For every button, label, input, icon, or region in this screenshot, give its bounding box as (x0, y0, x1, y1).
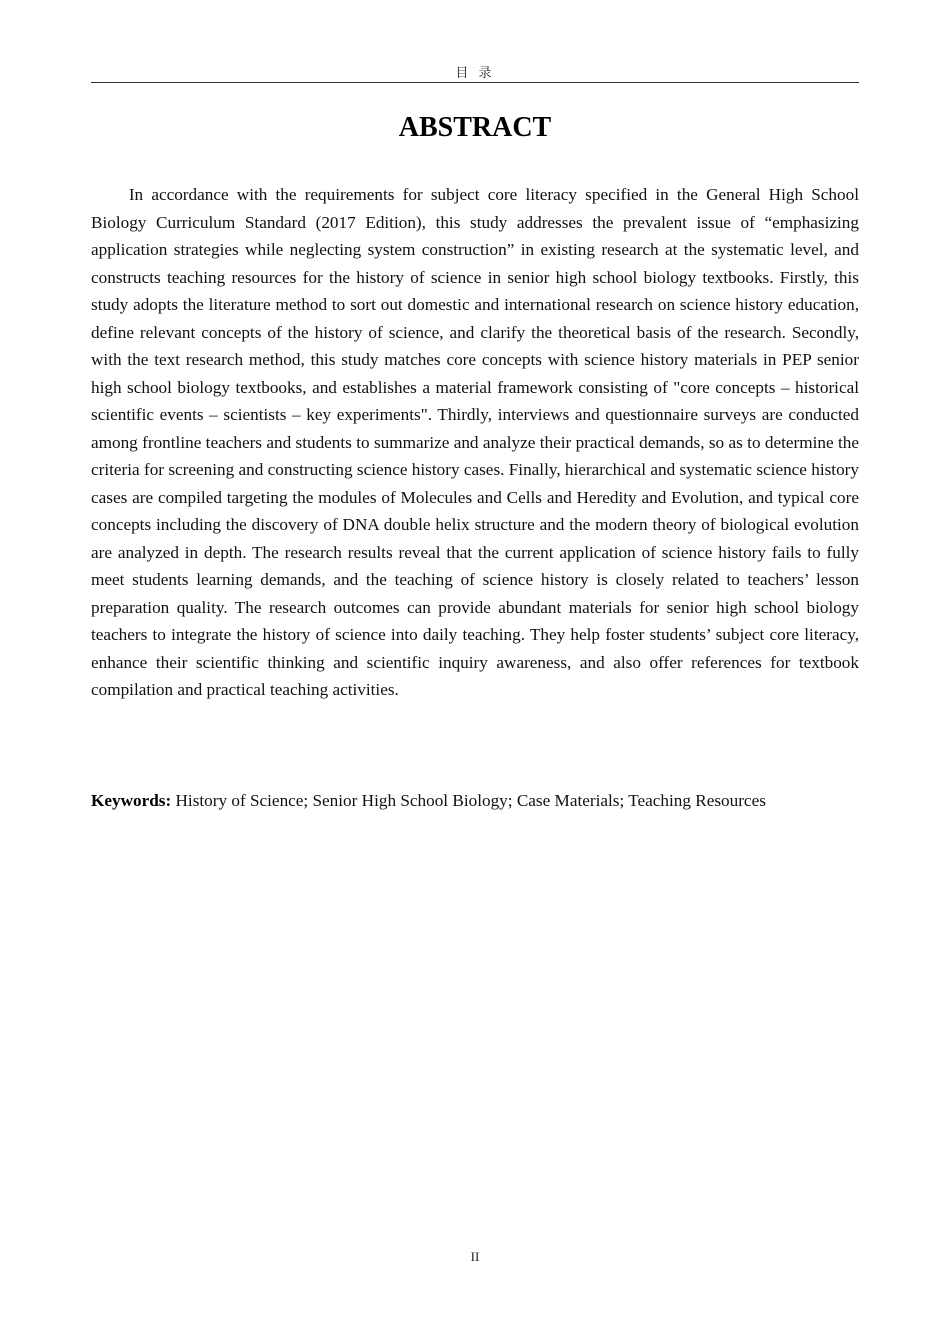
page-title: ABSTRACT (398, 112, 552, 143)
keywords-line (91, 787, 859, 815)
abstract-paragraph: In accordance with the requirements for subject core literacy specified in the General High School Biology Curriculum Standard (2017 Edition), this study addresses the prevalent issue of “emphasizing application strategies while neglecting system construction” in existing research at the systematic level, and constructs teaching resources for the history of science in senior high school biology textbooks. Firstly, this study adopts the literature method to sort out domestic and international research on science history education, define relevant concepts of the history of science, and clarify the theoretical basis of the research. Secondly, with the text research method, this study matches core concepts with science history materials in PEP senior high school biology textbooks, and establishes a material framework consisting of "core concepts – historical scientific events – scientists – key experiments". Thirdly, interviews and questionnaire surveys are conducted among frontline teachers and students to summarize and analyze their practical demands, so as to determine the criteria for screening and constructing science history cases. Finally, hierarchical and systematic science history cases are compiled targeting the modules of Molecules and Cells and Heredity and Evolution, and typical core concepts including the discovery of DNA double helix structure and the modern theory of biological evolution are analyzed in depth. The research results reveal that the current application of science history fails to fully meet students learning demands, and the teaching of science history is closely related to teachers’ lesson preparation quality. The research outcomes can provide abundant materials for senior high school biology teachers to integrate the history of science into daily teaching. They help foster students’ subject core literacy, enhance their scientific thinking and scientific inquiry awareness, and also offer references for textbook compilation and practical teaching activities. (91, 185, 859, 699)
page-number: II (470, 1249, 480, 1264)
running-header: 目 录 (455, 66, 495, 81)
keywords-label: Keywords: (91, 791, 172, 810)
keywords-text: History of Science; Senior High School Biology; Case Materials; Teaching Resources (171, 791, 766, 810)
header-rule (91, 82, 859, 83)
